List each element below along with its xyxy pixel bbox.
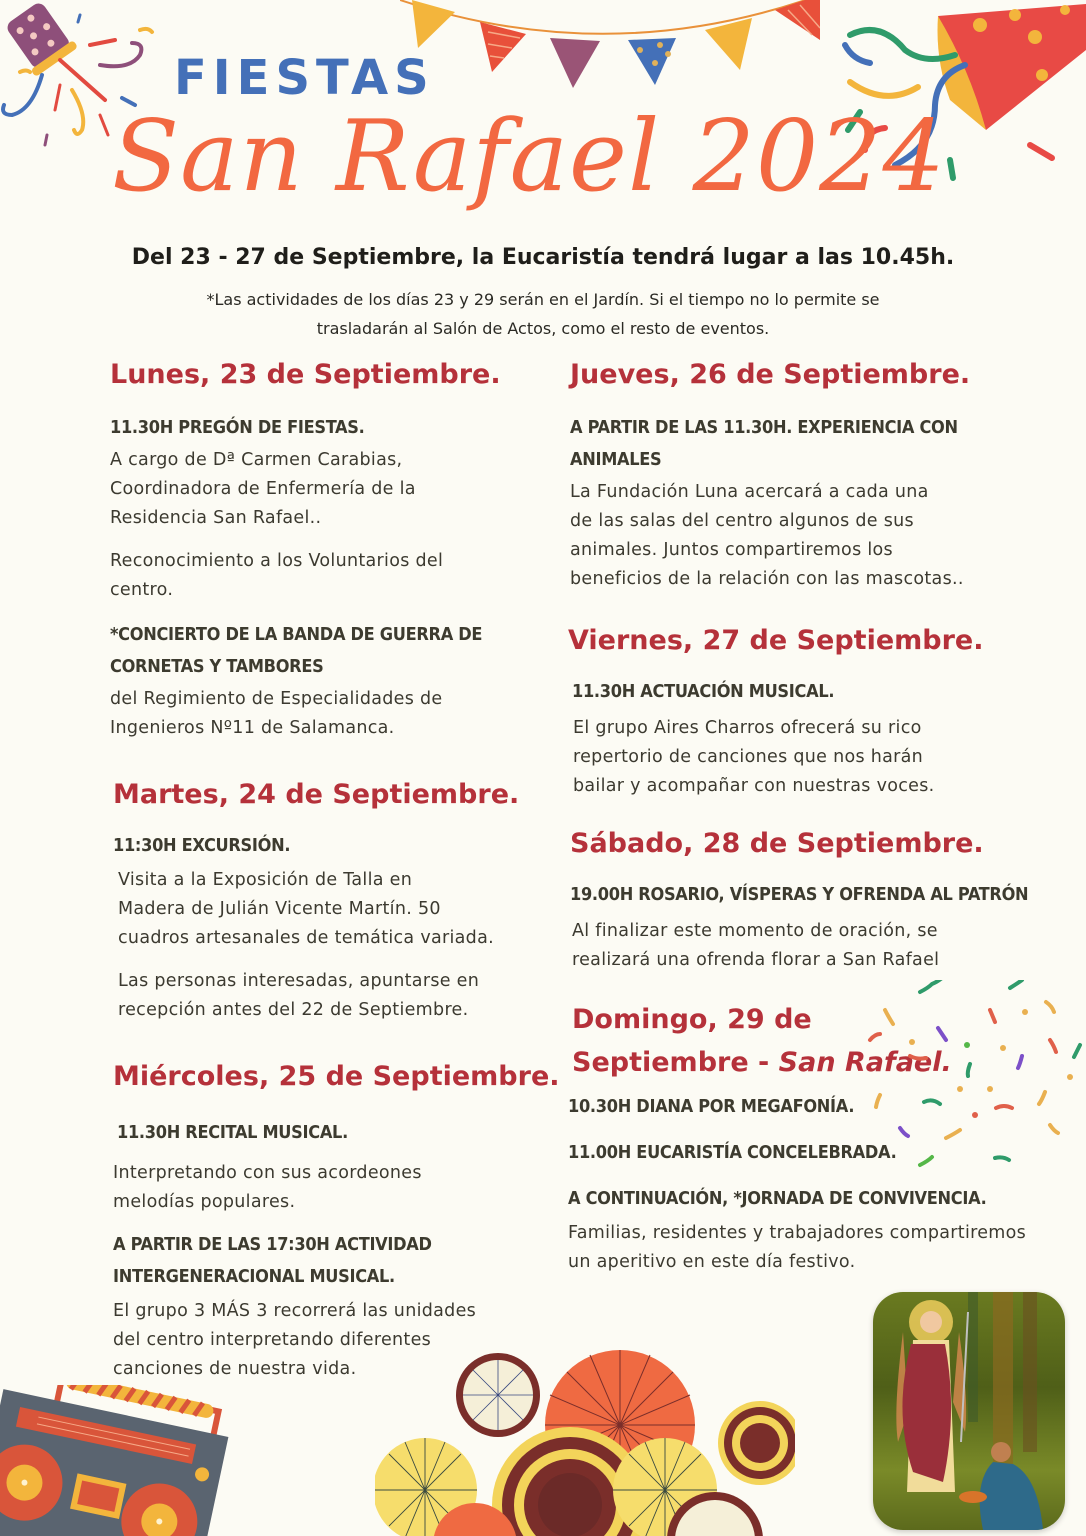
desc-line: Las personas interesadas, apuntarse en [118, 971, 480, 991]
heading-italic-text: San Rafael. [778, 1047, 952, 1078]
subtitle: Del 23 - 27 de Septiembre, la Eucaristía tendrá lugar a las 10.45h. [131, 245, 955, 270]
archangel-illustration [873, 1292, 1065, 1530]
title-line: *CONCIERTO DE LA BANDA DE GUERRA DE [110, 624, 483, 645]
desc-line: Coordinadora de Enfermería de la [110, 479, 416, 499]
event-desc [568, 714, 983, 801]
event-desc [570, 917, 1028, 975]
desc-line: canciones de nuestra vida. [113, 1359, 357, 1379]
desc-line: bailar y acompañar con nuestras voces. [573, 776, 935, 796]
day-heading: Domingo, 29 de [572, 1004, 812, 1035]
main-title: San Rafael 2024 [112, 100, 946, 214]
title-line: INTERGENERACIONAL MUSICAL. [113, 1266, 395, 1287]
desc-line: animales. Juntos compartiremos los [570, 540, 893, 560]
title-line: ANIMALES [570, 449, 662, 470]
desc-line: del centro interpretando diferentes [113, 1330, 432, 1350]
desc-line: A cargo de Dª Carmen Carabias, [110, 450, 403, 470]
confetti [850, 980, 1086, 1170]
event-title: 19.00H ROSARIO, VÍSPERAS Y OFRENDA AL PATRÓN [570, 884, 1029, 905]
desc-line: Familias, residentes y trabajadores compartiremos [568, 1223, 1027, 1243]
desc-line: Madera de Julián Vicente Martín. 50 [118, 899, 441, 919]
day-monday [110, 355, 501, 743]
event-desc [113, 866, 519, 953]
desc-line: El grupo 3 MÁS 3 recorrerá las unidades [113, 1301, 477, 1321]
day-heading: Jueves, 26 de Septiembre. [570, 359, 971, 390]
desc-line: beneficios de la relación con las mascotas.. [570, 569, 964, 589]
desc-line: Interpretando con sus acordeones [113, 1163, 422, 1183]
event-title: 11.30H PREGÓN DE FIESTAS. [110, 417, 365, 438]
day-heading: Martes, 24 de Septiembre. [113, 779, 520, 810]
bunting-flags [400, 0, 820, 95]
title-line: CORNETAS Y TAMBORES [110, 656, 324, 677]
event-title: A CONTINUACIÓN, *JORNADA DE CONVIVENCIA. [568, 1188, 987, 1209]
day-wednesday [113, 1057, 560, 1384]
event-title: 11.30H ACTUACIÓN MUSICAL. [572, 681, 835, 702]
boombox-icon [0, 1385, 230, 1536]
venue-note-line: *Las actividades de los días 23 y 29 serán en el Jardín. Si el tiempo no lo permite se [206, 290, 880, 309]
desc-line: Ingenieros Nº11 de Salamanca. [110, 718, 395, 738]
event-title: 10.30H DIANA POR MEGAFONÍA. [568, 1096, 855, 1117]
day-friday [568, 621, 983, 801]
desc-line: La Fundación Luna acercará a cada una [570, 482, 929, 502]
title-line: A PARTIR DE LAS 17:30H ACTIVIDAD [113, 1234, 432, 1255]
venue-note-line: trasladarán al Salón de Actos, como el resto de eventos. [316, 319, 770, 338]
desc-line: de las salas del centro algunos de sus [570, 511, 914, 531]
event-desc [110, 547, 501, 605]
event-desc [113, 967, 519, 1025]
desc-line: un aperitivo en este día festivo. [568, 1252, 856, 1272]
day-heading: Miércoles, 25 de Septiembre. [113, 1061, 560, 1092]
desc-line: del Regimiento de Especialidades de [110, 689, 443, 709]
event-title: 11.30H RECITAL MUSICAL. [117, 1122, 348, 1143]
kicker-title: FIESTAS [174, 50, 435, 106]
desc-line: Residencia San Rafael.. [110, 508, 322, 528]
heading-text: Septiembre - [572, 1047, 779, 1078]
event-title [570, 412, 970, 476]
day-heading: Viernes, 27 de Septiembre. [568, 625, 984, 656]
event-desc [110, 685, 501, 743]
paper-rosettes [375, 1340, 795, 1536]
title-line: A PARTIR DE LAS 11.30H. EXPERIENCIA CON [570, 417, 958, 438]
day-thursday [570, 355, 970, 594]
desc-line: centro. [110, 580, 174, 600]
event-title [113, 1229, 560, 1293]
saint-painting [873, 1292, 1065, 1530]
venue-note [130, 285, 956, 343]
event-title: 11.00H EUCARISTÍA CONCELEBRADA. [568, 1142, 897, 1163]
day-saturday [570, 824, 1028, 975]
event-desc [110, 446, 501, 533]
desc-line: El grupo Aires Charros ofrecerá su rico [573, 718, 922, 738]
desc-line: Reconocimiento a los Voluntarios del [110, 551, 444, 571]
event-desc [570, 478, 970, 594]
desc-line: melodías populares. [113, 1192, 296, 1212]
event-title: 11:30H EXCURSIÓN. [113, 835, 291, 856]
desc-line: Visita a la Exposición de Talla en [118, 870, 413, 890]
desc-line: cuadros artesanales de temática variada. [118, 928, 494, 948]
day-heading: Lunes, 23 de Septiembre. [110, 359, 501, 390]
desc-line: realizará una ofrenda florar a San Rafael [572, 950, 940, 970]
event-desc [113, 1159, 560, 1217]
desc-line: recepción antes del 22 de Septiembre. [118, 1000, 469, 1020]
day-heading: Sábado, 28 de Septiembre. [570, 828, 984, 859]
desc-line: Al finalizar este momento de oración, se [572, 921, 938, 941]
event-title [110, 619, 501, 683]
day-tuesday [113, 775, 519, 1025]
event-desc [568, 1219, 1026, 1277]
desc-line: repertorio de canciones que nos harán [573, 747, 924, 767]
